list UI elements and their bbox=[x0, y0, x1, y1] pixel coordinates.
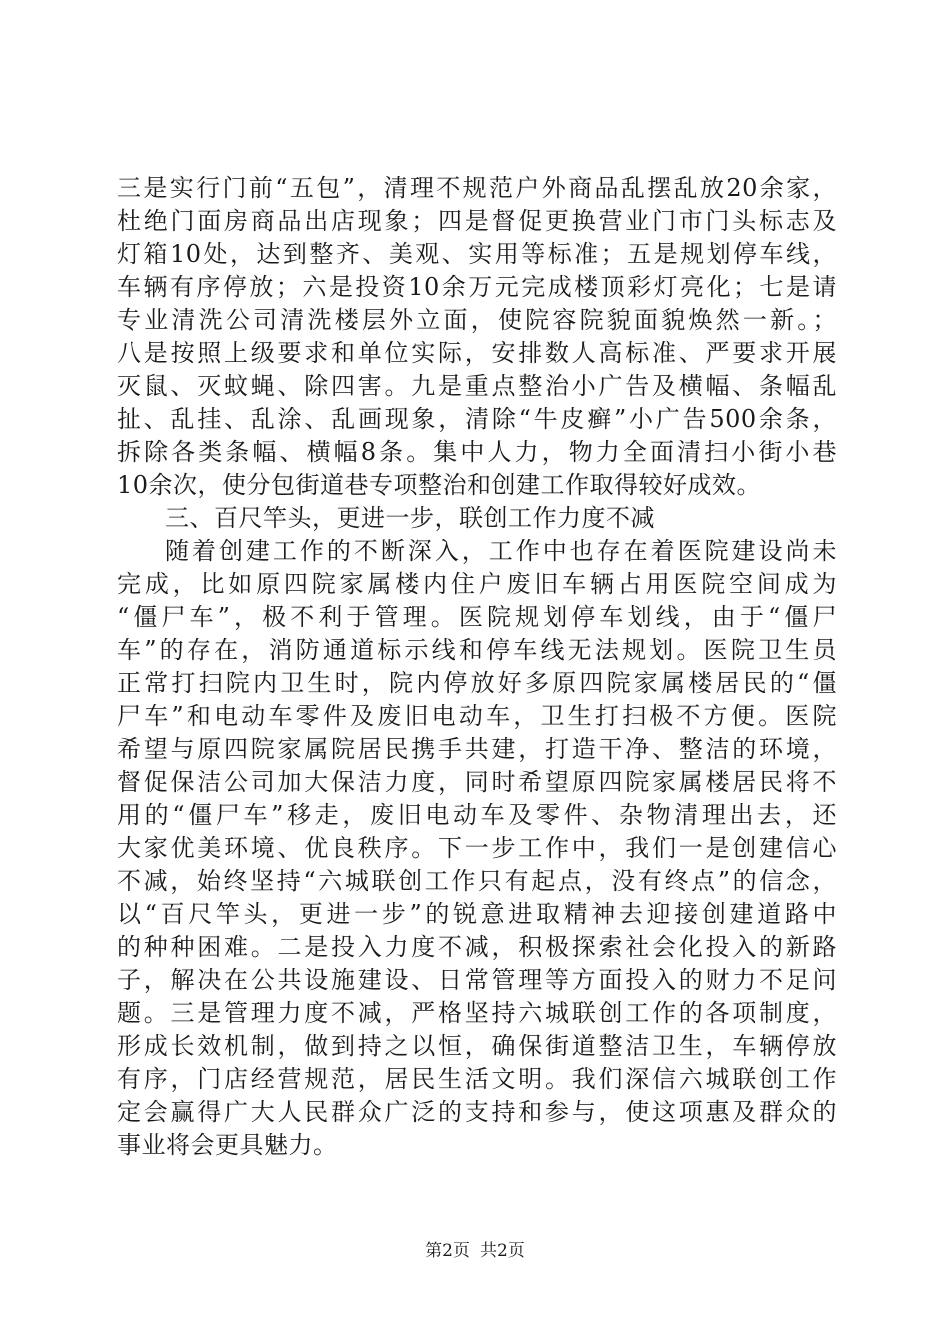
paragraph-main bbox=[117, 535, 837, 1162]
text-line: 事业将会更具魅力。 bbox=[117, 1131, 338, 1159]
text-line: 定会赢得广大人民群众广泛的支持和参与，使这项惠及群众的 bbox=[117, 1098, 837, 1126]
page-footer bbox=[0, 1239, 950, 1263]
text-line: 督促保洁公司加大保洁力度，同时希望原四院家属楼居民将不 bbox=[117, 768, 837, 796]
text-line: 八是按照上级要求和单位实际，安排数人高标准、严要求开展 bbox=[117, 339, 837, 367]
text-line: 扯、乱挂、乱涂、乱画现象，清除“牛皮癣”小广告500余条， bbox=[117, 405, 837, 433]
document-body bbox=[117, 172, 837, 1162]
text-line: 车”的存在，消防通道标示线和停车线无法规划。医院卫生员 bbox=[117, 636, 837, 664]
text-line: 三、百尺竿头，更进一步，联创工作力度不减 bbox=[165, 504, 655, 532]
text-line: 正常打扫院内卫生时，院内停放好多原四院家属楼居民的“僵 bbox=[117, 669, 837, 697]
text-line: 有序，门店经营规范，居民生活文明。我们深信六城联创工作 bbox=[117, 1065, 837, 1093]
text-line: 完成，比如原四院家属楼内住户废旧车辆占用医院空间成为 bbox=[117, 570, 837, 598]
text-line: 专业清洗公司清洗楼层外立面，使院容院貌面貌焕然一新。； bbox=[117, 306, 837, 334]
text-line: 题。三是管理力度不减，严格坚持六城联创工作的各项制度， bbox=[117, 999, 837, 1027]
text-line: 子，解决在公共设施建设、日常管理等方面投入的财力不足问 bbox=[117, 966, 837, 994]
text-line: 形成长效机制，做到持之以恒，确保街道整洁卫生，车辆停放 bbox=[117, 1032, 837, 1060]
text-line: 三是实行门前“五包”，清理不规范户外商品乱摆乱放20余家， bbox=[117, 174, 837, 202]
paragraph-continuation bbox=[117, 172, 837, 502]
page-total: 共2页 bbox=[480, 1241, 525, 1261]
text-line: 大家优美环境、优良秩序。下一步工作中，我们一是创建信心 bbox=[117, 834, 837, 862]
text-line: 尸车”和电动车零件及废旧电动车，卫生打扫极不方便。医院 bbox=[117, 702, 837, 730]
text-line: 车辆有序停放；六是投资10余万元完成楼顶彩灯亮化；七是请 bbox=[117, 273, 837, 301]
text-line: 10余次，使分包街道巷专项整治和创建工作取得较好成效。 bbox=[117, 471, 762, 499]
text-line: 杜绝门面房商品出店现象；四是督促更换营业门市门头标志及 bbox=[117, 207, 837, 235]
text-line: “僵尸车”，极不利于管理。医院规划停车划线，由于“僵尸 bbox=[117, 603, 837, 631]
text-line: 希望与原四院家属院居民携手共建，打造干净、整洁的环境， bbox=[117, 735, 837, 763]
page-number: 第2页 bbox=[425, 1241, 470, 1261]
text-line: 拆除各类条幅、横幅8条。集中人力，物力全面清扫小街小巷 bbox=[117, 438, 837, 466]
text-line: 不减，始终坚持“六城联创工作只有起点，没有终点”的信念， bbox=[117, 867, 837, 895]
section-heading bbox=[117, 502, 837, 535]
text-line: 灯箱10处，达到整齐、美观、实用等标准；五是规划停车线， bbox=[117, 240, 837, 268]
text-line: 的种种困难。二是投入力度不减，积极探索社会化投入的新路 bbox=[117, 933, 837, 961]
text-line: 随着创建工作的不断深入，工作中也存在着医院建设尚未 bbox=[165, 537, 837, 565]
text-line: 以“百尺竿头，更进一步”的锐意进取精神去迎接创建道路中 bbox=[117, 900, 837, 928]
text-line: 用的“僵尸车”移走，废旧电动车及零件、杂物清理出去，还 bbox=[117, 801, 837, 829]
text-line: 灭鼠、灭蚊蝇、除四害。九是重点整治小广告及横幅、条幅乱 bbox=[117, 372, 837, 400]
